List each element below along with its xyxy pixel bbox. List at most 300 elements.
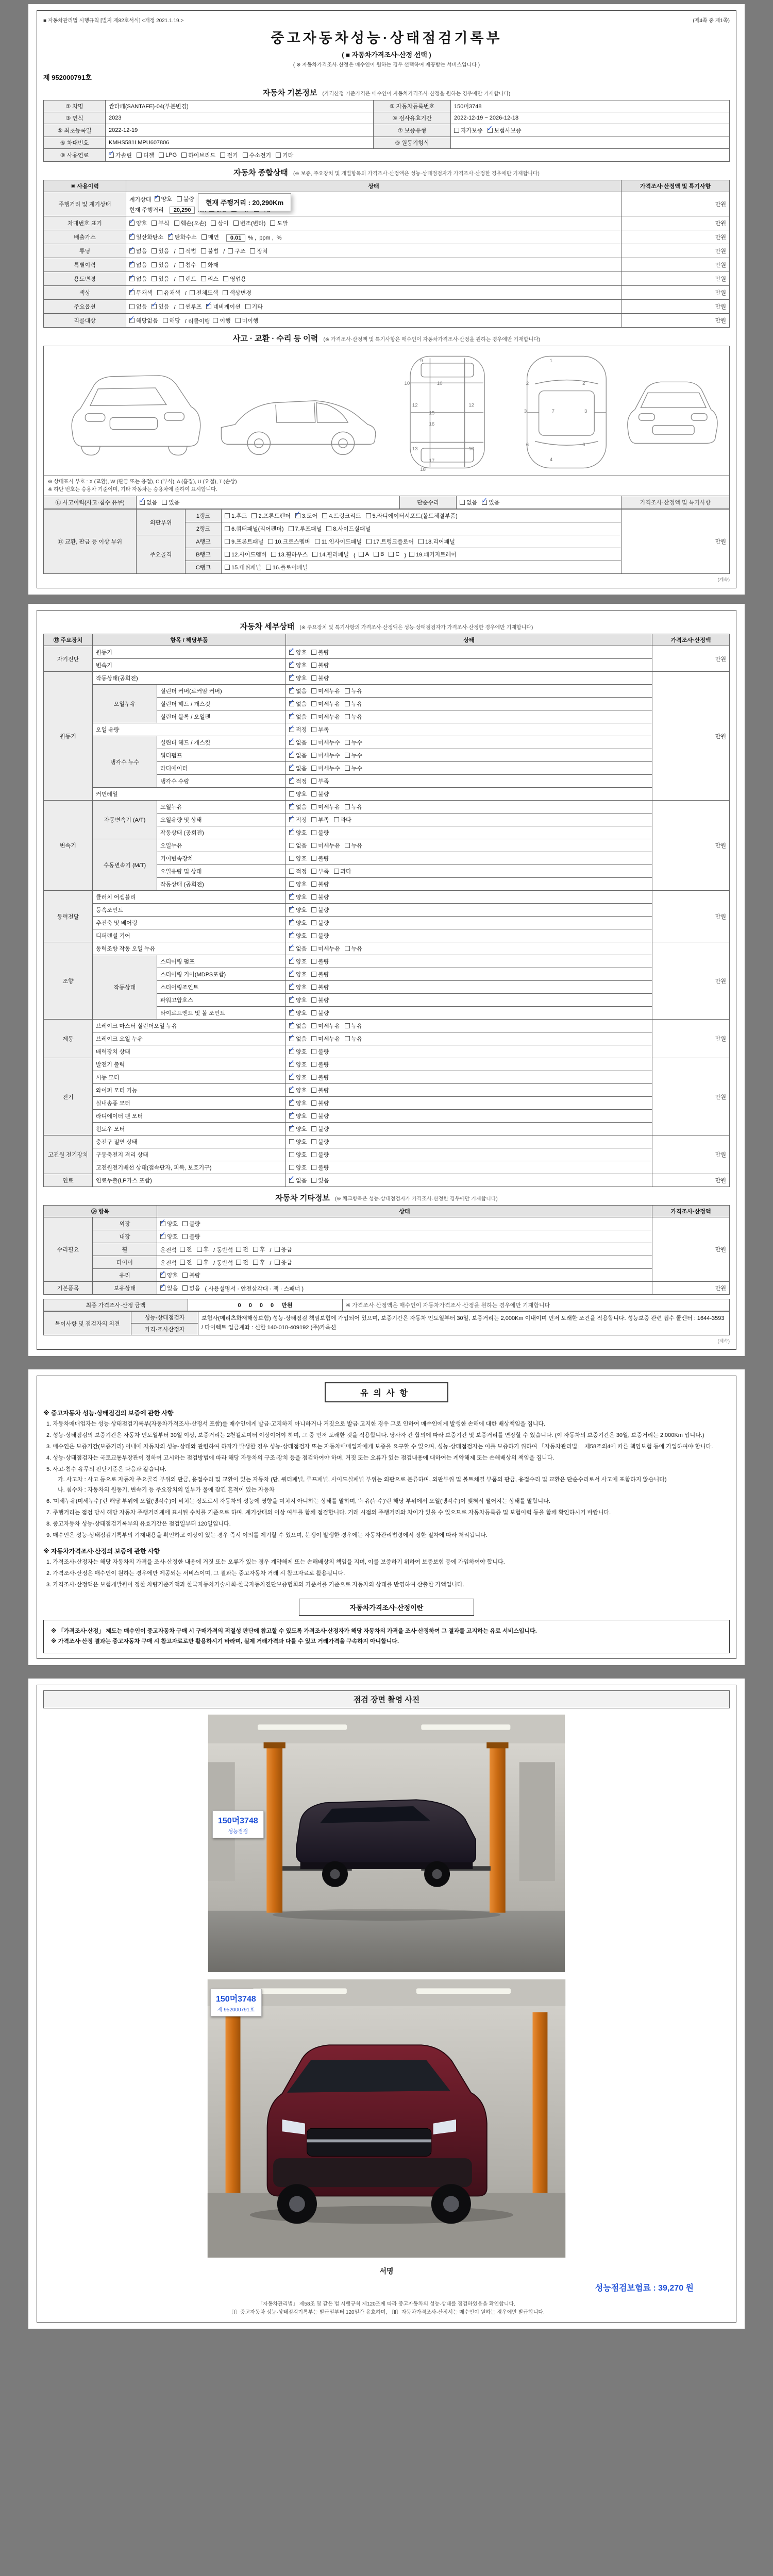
checkbox-후: 후	[253, 1258, 265, 1266]
rankB-label: B랭크	[186, 548, 222, 561]
comprehensive-section	[43, 180, 730, 328]
signature-label: 서명	[379, 2267, 394, 2276]
checkbox-불량: 불량	[311, 1163, 329, 1172]
rankA-label: A랭크	[186, 535, 222, 548]
checkbox-14.필러패널: 14.필러패널	[312, 550, 349, 558]
detail-row: 라디에이터 팬 모터 ✓ 양호 불량	[44, 1110, 730, 1123]
checkbox-불량: 불량	[311, 1138, 329, 1146]
outer-panel-label: 외판부위	[137, 510, 186, 535]
final-price-table	[43, 1299, 730, 1311]
comprehensive-col-state: 상태	[126, 180, 621, 192]
section-accident-title	[43, 333, 730, 344]
inline-text: /	[174, 249, 176, 255]
checkbox-렌트: 렌트	[179, 275, 196, 283]
checkbox-양호: ✓ 양호	[289, 674, 307, 682]
checkbox-적정: ✓ 적정	[289, 777, 307, 785]
svg-text:16: 16	[429, 421, 435, 427]
about-line: ※ 「가격조사·산정」 제도는 매수인이 중고자동차 구매 시 구매가격의 적절성 판단에 참고할 수 있도록 가격조사·산정자가 해당 자동차의 가격을 조사·산정하여 그 결과를 고지하는 유료 서비스입니다.	[51, 1628, 537, 1634]
detail-row: 작동상태 (공회전) ✓ 양호 불량	[44, 826, 730, 839]
other-info-row: 내장 ✓ 양호 불량	[44, 1230, 730, 1243]
legend-note: ※ 하단 번호는 승용차 기준이며, 기타 자동차는 승용차에 준하여 표시합니다.	[48, 487, 217, 493]
other-col-price: 가격조사·산정액	[652, 1206, 730, 1217]
checkbox-없음: ✓ 없음	[289, 1035, 307, 1043]
comprehensive-row: 특별이력 ✓ 없음 있음 / 침수 화재 만원	[44, 258, 730, 272]
detail-row: 오일유량 및 상태 적정 부족 과다	[44, 865, 730, 878]
checkbox-없음: 없음	[289, 841, 307, 850]
document-title: 중고자동차성능·상태점검기록부	[271, 30, 502, 46]
detail-table	[43, 634, 730, 1187]
final-price-note: ※ 가격조사·산정액은 매수인이 자동차가격조사·산정을 원하는 경우에만 기재합니다	[343, 1299, 730, 1311]
checkbox-탄화수소: ✓ 탄화수소	[168, 233, 197, 241]
notice-item: 2. 가격조사·산정은 매수인이 원하는 경우에만 제공되는 서비스이며, 그 결과는 중고자동차 거래 시 참고자료로 활용됩니다.	[46, 1570, 345, 1577]
inline-text: /	[270, 1247, 272, 1253]
checkbox-양호: ✓ 양호	[289, 1009, 307, 1017]
detail-row: 구동축전지 격리 상태 양호 불량	[44, 1148, 730, 1161]
checkbox-없음: ✓ 없음	[289, 1022, 307, 1030]
checkbox-적법: 적법	[179, 247, 196, 255]
continue-note-2: (계속)	[717, 1338, 730, 1344]
checkbox-15.대쉬패널: 15.대쉬패널	[225, 563, 261, 571]
checkbox-없음: 없음	[460, 498, 477, 506]
checkbox-불량: 불량	[311, 1047, 329, 1056]
footer-line-1: 「자동차관리법」 제58조 및 같은 법 시행규칙 제120조에 따라 중고자동차의 성능·상태를 점검하였음을 확인합니다.	[258, 2301, 515, 2308]
checkbox-이행: 이행	[213, 316, 230, 325]
checkbox-17.트렁크플로어: 17.트렁크플로어	[366, 537, 414, 546]
detail-row: 파워고압호스 ✓ 양호 불량	[44, 994, 730, 1007]
inline-text: /	[174, 277, 176, 283]
checkbox-전: 전	[236, 1258, 248, 1266]
inline-text: / 리콜이행	[184, 318, 210, 325]
checkbox-부족: 부족	[311, 867, 329, 875]
comprehensive-title-note: (※ 보증, 주요장치 및 개별항목의 가격조사·산정액은 성능·상태점검자가 가격조사·산정한 경우에만 기재합니다)	[293, 171, 540, 177]
section-other-title	[43, 1192, 730, 1203]
checkbox-없음: ✓ 없음	[289, 1176, 307, 1184]
checkbox-있음: 있음	[162, 498, 179, 506]
comprehensive-table	[43, 180, 730, 328]
detail-col-item: 항목 / 해당부품	[93, 634, 286, 646]
about-title: 자동차가격조사·산정이란	[299, 1599, 474, 1616]
checkbox-불량: 불량	[311, 880, 329, 888]
checkbox-부식: 부식	[152, 219, 169, 227]
checkbox-불량: 불량	[311, 661, 329, 669]
checkbox-도말: 도말	[270, 219, 288, 227]
checkbox-썬루프: 썬루프	[179, 302, 202, 311]
inline-text: 운전석	[160, 1247, 177, 1253]
simple-repair-checks	[457, 496, 621, 509]
checkbox-기타: 기타	[276, 151, 293, 159]
checkbox-부족: 부족	[311, 777, 329, 785]
checkbox-불량: 불량	[182, 1232, 200, 1241]
checkbox-없음: ✓ 없음	[129, 275, 147, 283]
checkbox-리스: 리스	[201, 275, 219, 283]
svg-text:1: 1	[549, 358, 553, 364]
vin-label: ⑥ 차대번호	[44, 137, 106, 149]
checkbox-없음: ✓ 없음	[129, 261, 147, 269]
checkbox-불량: 불량	[311, 1125, 329, 1133]
checkbox-누수: 누수	[345, 751, 362, 759]
checkbox-불량: 불량	[311, 648, 329, 656]
notice-item: 8. 중고자동차 성능·상태점검기록부의 유효기간은 점검일부터 120일입니다.	[46, 1521, 231, 1528]
warranty-type-label: ⑦ 보증유형	[374, 124, 451, 137]
checkbox-양호: 양호	[289, 790, 307, 798]
other-body	[44, 1217, 730, 1295]
other-title-note: (※ 체크항목은 성능·상태점검자가 가격조사·산정한 경우에만 기재합니다)	[335, 1196, 498, 1202]
detail-row: 동력전달 클러치 어셈블리 ✓ 양호 불량 만원	[44, 891, 730, 904]
detail-row: 오일유량 및 상태 ✓ 적정 부족 과다	[44, 814, 730, 826]
inspection-fee-value: 39,270 원	[658, 2284, 694, 2293]
checkbox-과다: 과다	[334, 867, 351, 875]
simple-repair-label: 단순수리	[400, 496, 457, 509]
document-subtitle-note: ( ※ 자동차가격조사·산정은 매수인이 원하는 경우 선택하여 제공받는 서비스입니다 )	[293, 62, 480, 68]
inspection-photo-2	[201, 1979, 572, 2258]
inline-text: /	[174, 304, 176, 311]
inline-text: /	[174, 263, 176, 269]
special-notes-table	[43, 1311, 730, 1335]
detail-col-state: 상태	[286, 634, 652, 646]
diagram-legend	[43, 476, 730, 496]
detail-row: 자기진단 원동기 ✓ 양호 불량 만원	[44, 646, 730, 659]
inline-text: / 동반석	[213, 1260, 233, 1266]
checkbox-19.패키지트레이: 19.패키지트레이	[409, 550, 457, 558]
special-notes-text: 보험사(메리츠화재해상보험) 성능·상태점검 책임보험에 가입되어 있으며, 보증기간은 자동차 인도일부터 30일, 보증거리는 2,000Km 이내이며 먼저 도래한 조건을 적용합니다. 성능보증 관련 접수 콜센터 : 1644-3593 / 다이렉트 입금계좌 : 신한 140-010-409192 (주)카옥션	[198, 1312, 730, 1335]
checkbox-네비게이션: ✓ 네비게이션	[206, 302, 240, 311]
checkbox-6.쿼터패널(리어펜더): 6.쿼터패널(리어펜더)	[225, 524, 284, 533]
photo-2-plate-card	[210, 1989, 262, 2016]
checkbox-양호: ✓ 양호	[129, 219, 147, 227]
value-box: 0.01	[226, 234, 245, 242]
checkbox-양호: ✓ 양호	[289, 970, 307, 978]
inline-text: 계기상태	[129, 197, 152, 203]
about-line: ※ 가격조사·산정 결과는 중고자동차 구매 시 참고자료로만 활용하시기 바라며, 실제 거래가격과 다를 수 있고 거래가격을 구속하지 아니합니다.	[51, 1638, 399, 1645]
checkbox-양호: ✓ 양호	[289, 828, 307, 837]
checkbox-불량: 불량	[311, 854, 329, 862]
vin-value: KMHS581LMPU607806	[106, 137, 374, 149]
checkbox-양호: 양호	[289, 854, 307, 862]
checkbox-해당: 해당	[163, 316, 180, 325]
rankB-checks	[222, 548, 621, 561]
checkbox-디젤: 디젤	[137, 151, 154, 159]
photo-1-scene	[201, 1715, 572, 1972]
checkbox-후: 후	[197, 1245, 209, 1253]
checkbox-11.인사이드패널: 11.인사이드패널	[315, 537, 362, 546]
rankA-checks	[222, 535, 621, 548]
inspection-fee-label: 성능점검보험료 :	[595, 2284, 656, 2293]
checkbox-불량: 불량	[311, 931, 329, 940]
checkbox-과다: 과다	[334, 816, 351, 824]
checkbox-후: 후	[253, 1245, 265, 1253]
checkbox-없음: ✓ 없음	[129, 247, 147, 255]
svg-text:7: 7	[551, 408, 554, 414]
detail-row: 오일누유 실린더 커버(로커암 커버) ✓ 없음 미세누유 누유	[44, 685, 730, 698]
checkbox-미이행: 미이행	[236, 316, 259, 325]
checkbox-구조: 구조	[228, 247, 245, 255]
checkbox-화재: 화재	[201, 261, 219, 269]
notice-item: 4. 성능·상태점검자는 국토교통부장관이 정하여 고시하는 점검방법에 따라 해당 자동차의 구조·장치 등을 점검하여야 하며, 거짓 또는 오류가 있는 점검내용에 대하여는 계약해제 또는 손해배상의 책임을 집니다.	[46, 1455, 554, 1462]
notice-item: 3. 매수인은 보증기간(보증거리) 이내에 자동차의 성능·상태와 관련하여 하자가 발생한 경우 성능·상태점검자 또는 자동차매매업자에게 보증을 요구할 수 있으며, 성능·상태점검자는 이를 보증하기 위하여 「자동차관리법」 제58조의4에 따른 책임보험 등에 가입하여야 합니다.	[46, 1444, 713, 1450]
checkbox-불량: 불량	[311, 1099, 329, 1107]
detail-row: 디퍼렌셜 기어 ✓ 양호 불량	[44, 929, 730, 942]
checkbox-응급: 응급	[275, 1258, 292, 1266]
checkbox-불량: 불량	[311, 1086, 329, 1094]
checkbox-없음: 없음	[182, 1284, 200, 1292]
inspection-fee	[43, 2281, 694, 2293]
checkbox-양호: ✓ 양호	[289, 906, 307, 914]
comprehensive-row: 주행거리 및 계기상태 계기상태 ✓ 양호 불량 현재 주행거리 20,290 ✓ 만원	[44, 192, 730, 216]
notice-item: 7. 주행거리는 점검 당시 해당 자동차 주행거리계에 표시된 수치를 기준으로 하며, 계기상태의 이상 여부를 함께 점검합니다. 거래 시점의 주행거리와 차이가 있을 수 있으므로 자동차등록증 및 보험이력 등을 함께 확인하시기 바랍니다.	[46, 1510, 611, 1516]
checkbox-없음: ✓ 없음	[289, 700, 307, 708]
checkbox-양호: ✓ 양호	[155, 195, 172, 203]
inline-text: 운전석	[160, 1260, 177, 1266]
checkbox-양호: ✓ 양호	[289, 996, 307, 1004]
detail-row: 오일 유량 ✓ 적정 부족	[44, 723, 730, 736]
page-1	[28, 4, 745, 595]
detail-row: 실린더 블록 / 오일팬 ✓ 없음 미세누유 누유	[44, 710, 730, 723]
other-info-row: 휠 운전석 전 후 / 동반석 전 후 / 응급	[44, 1243, 730, 1256]
svg-text:2: 2	[582, 381, 585, 387]
checkbox-불량: 불량	[177, 195, 194, 203]
section-basic-title	[43, 87, 730, 98]
detail-row: 제동 브레이크 마스터 실린더오일 누유 ✓ 없음 미세누유 누유 만원	[44, 1020, 730, 1032]
checkbox-불량: 불량	[311, 1009, 329, 1017]
comprehensive-col-price: 가격조사·산정액 및 특기사항	[621, 180, 730, 192]
checkbox-불량: 불량	[311, 983, 329, 991]
detail-row: 고전원전기배선 상태(접속단자, 피복, 보호기구) 양호 불량	[44, 1161, 730, 1174]
checkbox-양호: 양호	[289, 1150, 307, 1159]
checkbox-미세누유: 미세누유	[311, 803, 340, 811]
checkbox-불량: 불량	[311, 970, 329, 978]
inline-text: %	[276, 235, 282, 241]
checkbox-불량: 불량	[311, 1073, 329, 1081]
detail-row: 라디에이터 ✓ 없음 미세누수 누수	[44, 762, 730, 775]
page-3	[28, 1369, 745, 1665]
about-box	[43, 1620, 730, 1653]
comprehensive-row: 색상 ✓ 무채색 유채색 / 전체도색 색상변경 만원	[44, 286, 730, 300]
document-number: 제 952000791호	[43, 74, 92, 81]
comprehensive-title-text: 자동차 종합상태	[233, 168, 288, 177]
svg-text:10: 10	[436, 381, 443, 387]
other-info-row: 타이어 운전석 전 후 / 동반석 전 후 / 응급	[44, 1256, 730, 1269]
photo-1-plate-number: 150머3748	[218, 1817, 258, 1826]
checkbox-4.트렁크리드: 4.트렁크리드	[322, 512, 361, 520]
checkbox-불량: 불량	[311, 893, 329, 901]
checkbox-없음: ✓ 없음	[140, 498, 157, 506]
checkbox-적정: 적정	[289, 867, 307, 875]
svg-text:13: 13	[468, 446, 475, 452]
rank2-checks	[222, 522, 621, 535]
checkbox-없음: ✓ 없음	[289, 764, 307, 772]
detail-row: 추진축 및 베어링 ✓ 양호 불량	[44, 917, 730, 929]
checkbox-있음: 있음	[152, 247, 169, 255]
checkbox-있음: ✓ 있음	[482, 498, 499, 506]
checkbox-불법: 불법	[201, 247, 219, 255]
notice-item: 3. 가격조사·산정액은 보험개발원이 정한 차량기준가액과 한국자동차기술사회·한국자동차진단보증협회의 기준서를 기준으로 자동차의 상태를 반영하여 산출한 가액입니다.	[46, 1581, 464, 1588]
comprehensive-row: 용도변경 ✓ 없음 있음 / 렌트 리스 영업용 만원	[44, 272, 730, 286]
model-year-label: ③ 연식	[44, 112, 106, 124]
checkbox-양호: 양호	[289, 880, 307, 888]
checkbox-미세누유: 미세누유	[311, 1022, 340, 1030]
checkbox-미세누유: 미세누유	[311, 713, 340, 721]
special-notes-label: 특이사항 및 점검자의 의견	[44, 1312, 131, 1335]
checkbox-일산화탄소: ✓ 일산화탄소	[129, 233, 163, 241]
checkbox-누유: 누유	[345, 700, 362, 708]
checkbox-부족: 부족	[311, 725, 329, 734]
checkbox-양호: ✓ 양호	[289, 661, 307, 669]
accident-history-table	[43, 496, 730, 509]
engine-type-label: ⑨ 원동기형식	[374, 137, 451, 149]
inline-text: % ,	[248, 235, 257, 241]
rank2-label: 2랭크	[186, 522, 222, 535]
continue-note: (계속)	[717, 577, 730, 582]
checkbox-장치: 장치	[250, 247, 267, 255]
checkbox-있음: ✓ 있음	[152, 302, 169, 311]
checkbox-누유: 누유	[345, 713, 362, 721]
accident-title-note: (※ 가격조사·산정액 및 특기사항은 매수인이 자동차가격조사·산정을 원하는 경우에만 기재합니다)	[323, 337, 541, 343]
checkbox-수소전기: 수소전기	[243, 151, 272, 159]
other-info-row: 유리 ✓ 양호 불량	[44, 1269, 730, 1282]
notice-item: ※ 자동차가격조사·산정의 보증에 관한 사항	[43, 1547, 160, 1555]
checkbox-누유: 누유	[345, 944, 362, 953]
checkbox-가솔린: ✓ 가솔린	[109, 151, 132, 159]
checkbox-18.리어패널: 18.리어패널	[418, 537, 455, 546]
legend-codes: ※ 상태표시 부호 : X (교환), W (판금 또는 용접), C (부식), A (흠집), U (요철), T (손상)	[48, 479, 237, 485]
checkbox-없음: ✓ 없음	[289, 738, 307, 747]
comprehensive-body	[44, 192, 730, 328]
final-price-label: 최종 가격조사·산정 금액	[44, 1299, 188, 1311]
checkbox-누수: 누수	[345, 764, 362, 772]
checkbox-8.사이드실패널: 8.사이드실패널	[326, 524, 371, 533]
accident-exchange-table	[43, 509, 730, 574]
comprehensive-row: 리콜대상 ✓ 해당없음 해당 / 리콜이행 이행 미이행 만원	[44, 314, 730, 328]
checkbox-미세누수: 미세누수	[311, 751, 340, 759]
notices-title: 유의사항	[325, 1382, 448, 1402]
inspection-period-label: ④ 검사유효기간	[374, 112, 451, 124]
inspector-label: 성능·상태점검자	[131, 1312, 198, 1324]
svg-text:17: 17	[429, 457, 435, 464]
inspection-photo-1	[201, 1715, 572, 1972]
detail-row: 연료 연료누출(LP가스 포함) ✓ 없음 있음 만원	[44, 1174, 730, 1187]
notice-item: 2. 성능·상태점검의 보증기간은 자동차 인도일부터 30일 이상, 보증거리는 2천킬로미터 이상이어야 하며, 그 중 먼저 도래한 것을 적용합니다. 당사자 간 합의에 따라 보증기간 및 보증거리를 연장할 수 있습니다. (이 자동차의 보증기간은 30일, 보증거리는 2,000Km 입니다.)	[46, 1432, 704, 1439]
checkbox-12.사이드멤버: 12.사이드멤버	[225, 550, 266, 558]
checkbox-전체도색: 전체도색	[190, 289, 219, 297]
checkbox-침수: 침수	[179, 261, 196, 269]
detail-row: 수동변속기 (M/T) 오일누유 없음 미세누유 누유	[44, 839, 730, 852]
rank1-label: 1랭크	[186, 510, 222, 522]
engine-type-value	[451, 137, 730, 149]
first-reg-value: 2022-12-19	[106, 124, 374, 137]
checkbox-C: C	[389, 551, 399, 557]
checkbox-누유: 누유	[345, 841, 362, 850]
checkbox-누유: 누유	[345, 1035, 362, 1043]
car-diagram-svg	[46, 349, 727, 473]
accident-price-header: 가격조사·산정액 및 특기사항	[621, 496, 730, 509]
detail-col-price: 가격조사·산정액	[652, 634, 730, 646]
value-box: 20,290	[170, 207, 195, 214]
checkbox-양호: ✓ 양호	[289, 1073, 307, 1081]
checkbox-전: 전	[180, 1258, 192, 1266]
svg-text:12: 12	[412, 402, 418, 409]
checkbox-불량: 불량	[311, 919, 329, 927]
checkbox-양호: 양호	[289, 1163, 307, 1172]
checkbox-매연: 매연	[201, 233, 219, 241]
checkbox-있음: 있음	[152, 261, 169, 269]
basic-title-note: (가격산정 기준가격은 매수인이 자동차가격조사·산정을 원하는 경우에만 기재합니다)	[322, 91, 511, 97]
checkbox-해당없음: ✓ 해당없음	[129, 316, 158, 325]
svg-text:13: 13	[412, 446, 418, 452]
law-reference: ■ 자동차관리법 시행규칙 [별지 제82호서식] <개정 2021.1.19.>	[43, 18, 184, 24]
checkbox-전기: 전기	[220, 151, 238, 159]
checkbox-누유: 누유	[345, 1022, 362, 1030]
checkbox-누유: 누유	[345, 803, 362, 811]
checkbox-불량: 불량	[311, 790, 329, 798]
checkbox-미세누유: 미세누유	[311, 687, 340, 695]
svg-text:2: 2	[526, 381, 529, 387]
detail-row: 타이로드엔드 및 볼 조인트 ✓ 양호 불량	[44, 1007, 730, 1020]
inspection-period-value: 2022-12-19 ~ 2026-12-18	[451, 112, 730, 124]
checkbox-있음: ✓ 있음	[160, 1284, 178, 1292]
final-price-amount: 0 0 0 0 만원	[188, 1299, 343, 1311]
basic-info-table	[43, 100, 730, 162]
checkbox-미세누유: 미세누유	[311, 944, 340, 953]
detail-row: 커먼레일 양호 불량	[44, 788, 730, 801]
checkbox-보험사보증: ✓ 보험사보증	[488, 126, 522, 134]
detail-title-text: 자동차 세부상태	[240, 622, 295, 631]
detail-row: 와이퍼 모터 기능 ✓ 양호 불량	[44, 1084, 730, 1097]
svg-text:6: 6	[582, 442, 585, 448]
inline-text: /	[270, 1260, 272, 1266]
inline-text: ( 사용설명서 · 안전삼각대 · 잭 · 스패너 )	[205, 1286, 304, 1292]
reg-no-value: 150머3748	[451, 100, 730, 112]
checkbox-불량: 불량	[311, 1112, 329, 1120]
notice-item: 9. 매수인은 성능·상태점검기록부의 기재내용을 확인하고 이상이 있는 경우 즉시 이의를 제기할 수 있으며, 분쟁이 발생한 경우에는 자동차관리법령에서 정한 절차에 따라 처리됩니다.	[46, 1532, 488, 1539]
checkbox-후: 후	[197, 1258, 209, 1266]
checkbox-기타: 기타	[245, 302, 263, 311]
other-info-row: 기본품목 보유상태 ✓ 있음 없음 ( 사용설명서 · 안전삼각대 · 잭 · 스패너 ) 만원	[44, 1282, 730, 1295]
checkbox-양호: ✓ 양호	[289, 1125, 307, 1133]
checkbox-있음: 있음	[311, 1176, 329, 1184]
checkbox-누유: 누유	[345, 687, 362, 695]
checkbox-양호: ✓ 양호	[289, 1099, 307, 1107]
other-col-device: ⑭ 항목	[44, 1206, 157, 1217]
checkbox-불량: 불량	[311, 828, 329, 837]
vehicle-name-value: 싼타페(SANTAFE)-04(부분변경)	[106, 100, 374, 112]
detail-row: 작동상태 (공회전) 양호 불량	[44, 878, 730, 891]
checkbox-색상변경: 색상변경	[223, 289, 251, 297]
checkbox-13.휠하우스: 13.휠하우스	[271, 550, 308, 558]
detail-col-device: ⑬ 주요장치	[44, 634, 93, 646]
notice-item: 6. '미세누유(미세누수)'란 해당 부위에 오일(냉각수)이 비치는 정도로서 자동차의 성능에 영향을 미치지 아니하는 상태를 말하며, '누유(누수)'란 해당 부위에서 오일(냉각수)이 맺혀서 떨어지는 상태를 말합니다.	[46, 1498, 550, 1505]
exchange-label: ⑫ 교환, 판금 등 이상 부위	[44, 510, 137, 574]
checkbox-전: 전	[236, 1245, 248, 1253]
checkbox-적정: ✓ 적정	[289, 816, 307, 824]
inline-text: )	[404, 552, 406, 558]
detail-row: 시동 모터 ✓ 양호 불량	[44, 1071, 730, 1084]
rankC-checks	[222, 561, 621, 574]
checkbox-양호: ✓ 양호	[289, 919, 307, 927]
inline-text: / 동반석	[213, 1247, 233, 1253]
checkbox-변조(변타): 변조(변타)	[233, 219, 266, 227]
checkbox-양호: ✓ 양호	[160, 1219, 178, 1228]
notice-item: 가. 사고차 : 사고 등으로 자동차 주요골격 부위의 판금, 용접수리 및 교환이 있는 자동차 (단, 쿼터패널, 루프패널, 사이드실패널 부위는 외판으로 분류하며, 외판부위 및 볼트체결 부품의 판금, 용접수리 및 교환은 단순수리로서 사고에 포함하지 않습니다)	[58, 1477, 667, 1483]
checkbox-2.프론트펜더: 2.프론트펜더	[251, 512, 290, 520]
reg-no-label: ② 자동차등록번호	[374, 100, 451, 112]
section-comprehensive-title	[43, 167, 730, 178]
detail-row: 스티어링 기어(MDPS포함) ✓ 양호 불량	[44, 968, 730, 981]
inline-text: 현재 주행거리	[129, 207, 164, 213]
detail-row: 작동상태 스티어링 펌프 ✓ 양호 불량	[44, 955, 730, 968]
photo-1-plate-caption: 성능점검	[228, 1829, 248, 1835]
checkbox-양호: ✓ 양호	[289, 648, 307, 656]
page-2	[28, 604, 745, 1356]
